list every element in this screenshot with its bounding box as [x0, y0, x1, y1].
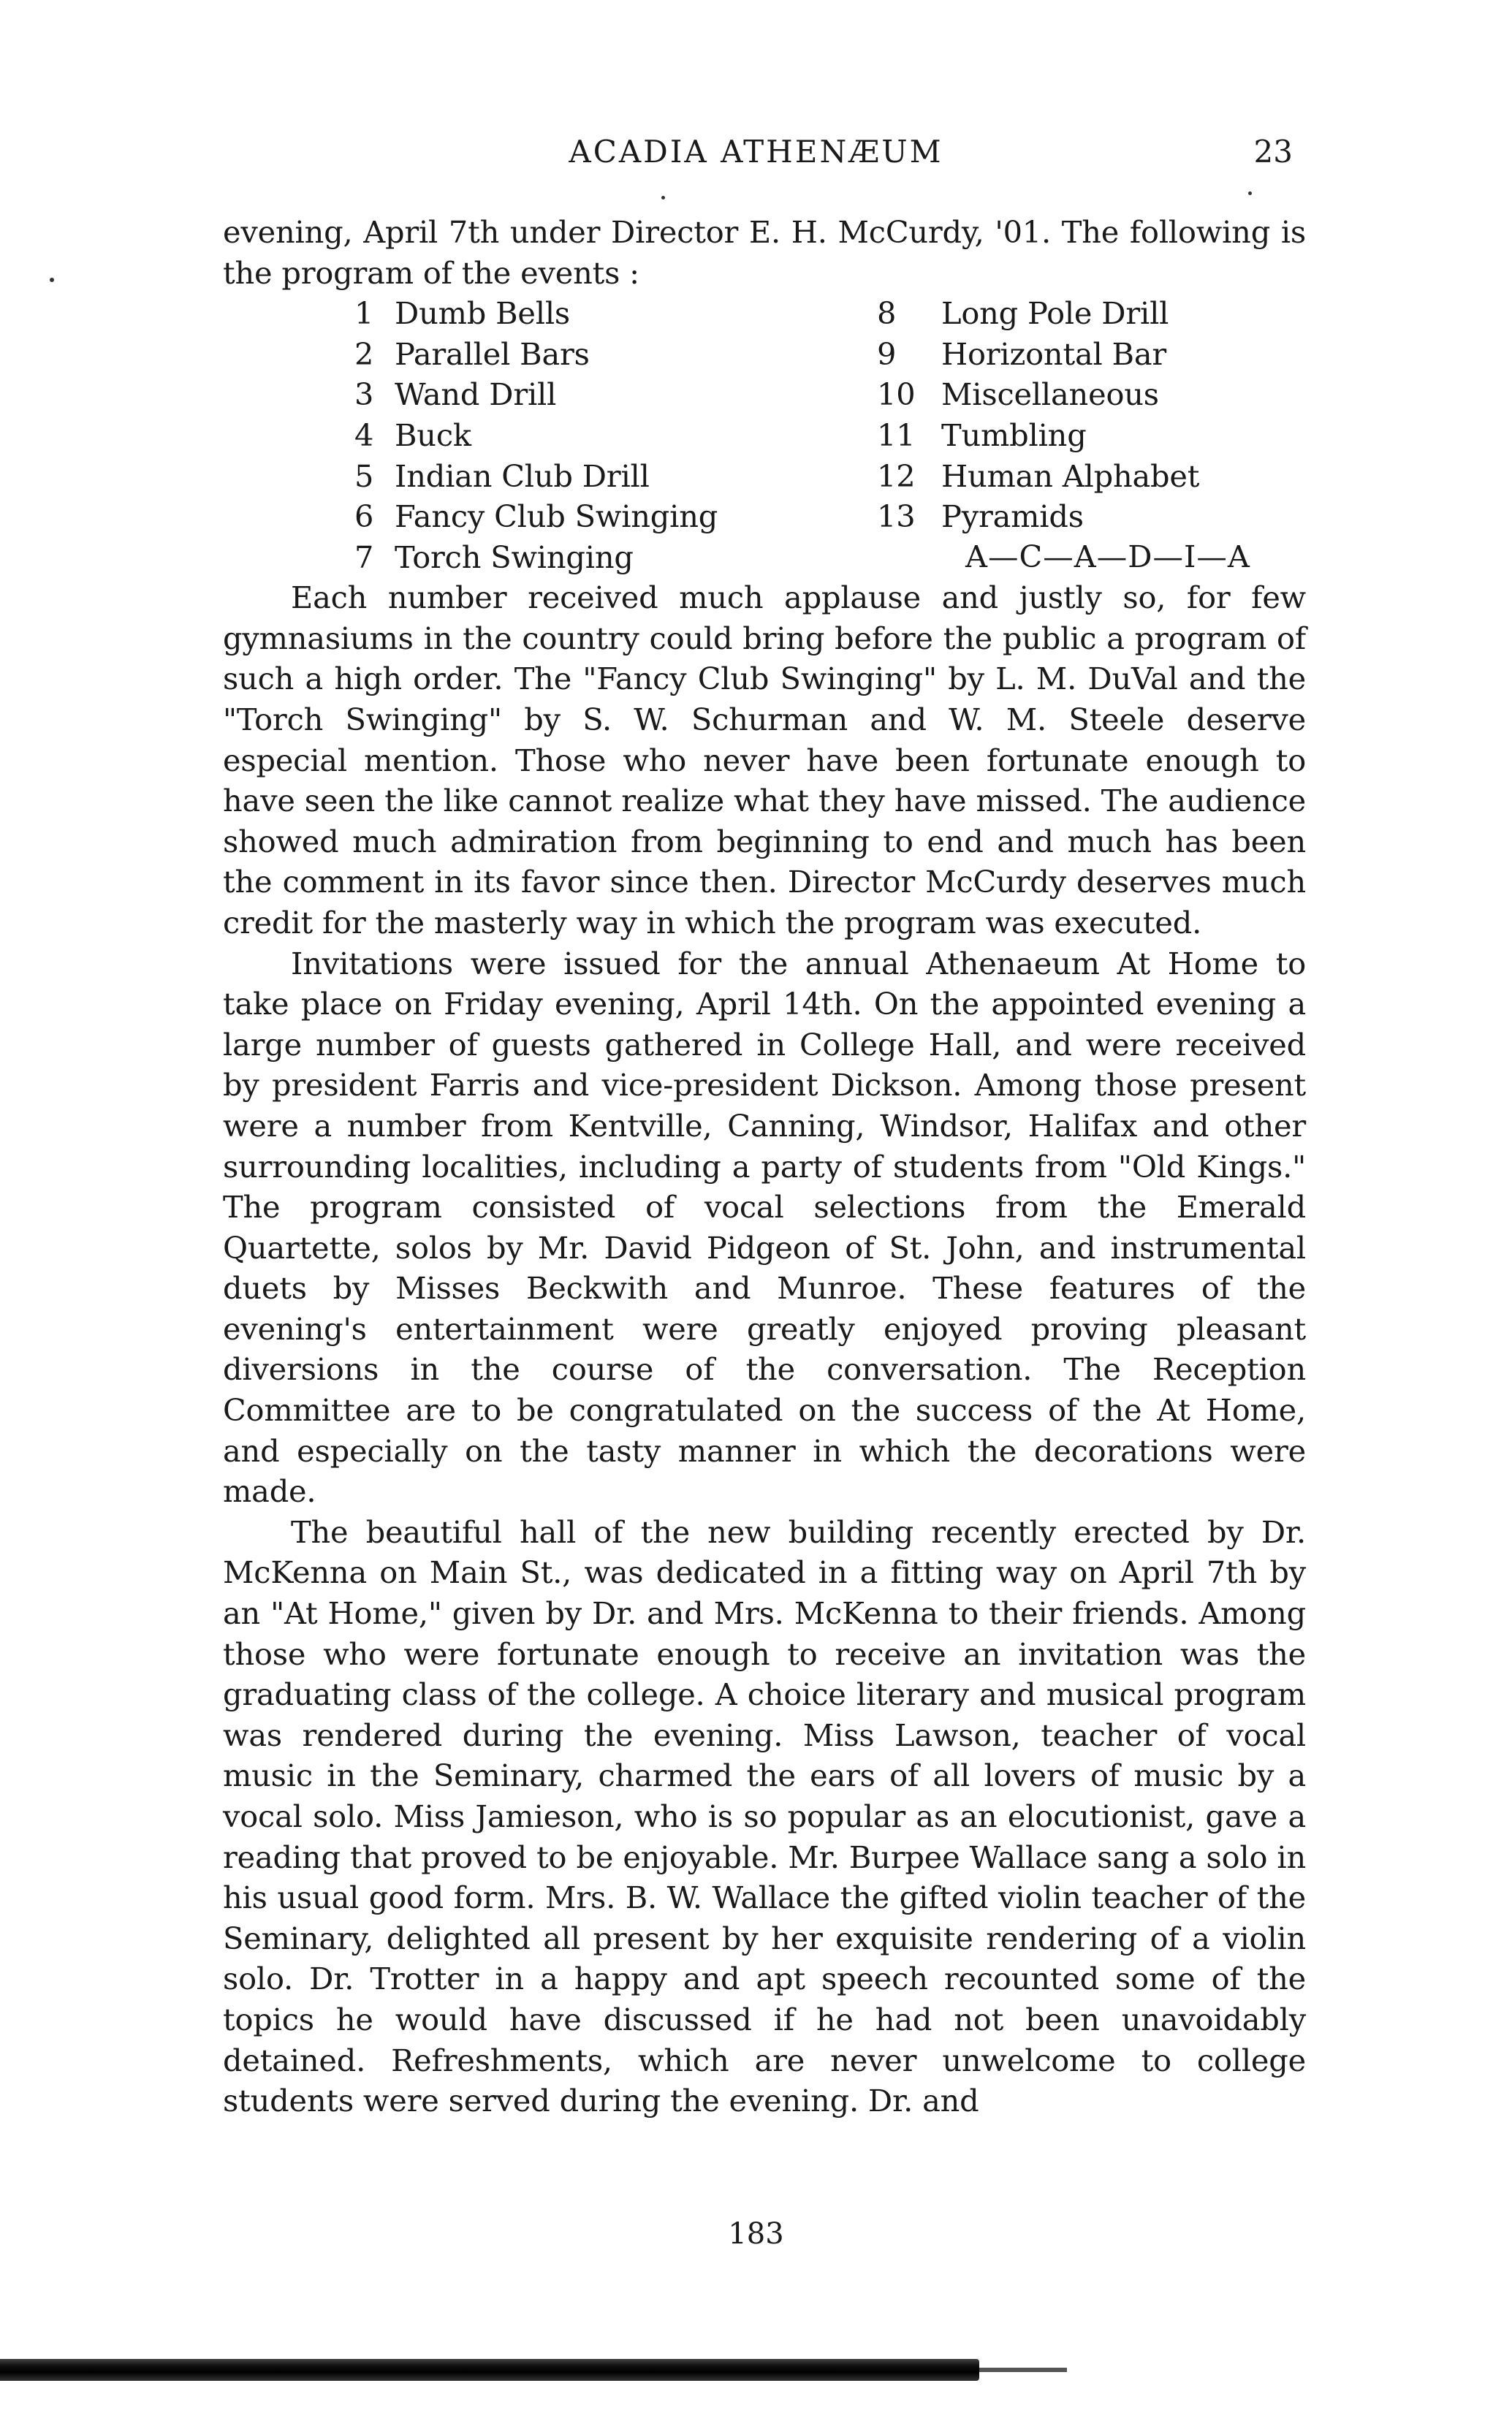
program-item-number: 13	[877, 498, 916, 535]
program-item	[354, 374, 718, 415]
program-item-label: Wand Drill	[395, 376, 557, 413]
running-head-title: ACADIA ATHENÆUM	[569, 134, 943, 170]
paragraph-mckenna-hall: The beautiful hall of the new building recently erected by Dr. McKenna on Main St., was dedicated in a fitting way on April 7th by an "At Home," given by Dr. and Mrs. McKenna to their friends. Among those who were fortunate enough to receive an invitation was the graduating class of the college. A choice literary and musical program was rendered during the evening. Miss Lawson, teacher of vocal music in the Seminary, charmed the ears of all lovers of music by a vocal solo. Miss Jamieson, who is so popular as an elocutionist, gave a reading that proved to be enjoyable. Mr. Burpee Wallace sang a solo in his usual good form. Mrs. B. W. Wallace the gifted violin teacher of the Seminary, delighted all present by her exquisite rendering of a violin solo. Dr. Trotter in a happy and apt speech recounted some of the topics he would have discussed if he had not been unavoidably detained. Refreshments, which are never unwelcome to college students were served during the evening. Dr. and	[223, 1513, 1306, 2119]
program-item	[877, 456, 1199, 497]
program-item-label: Dumb Bells	[395, 295, 571, 332]
program-item-number: 7	[354, 539, 374, 575]
paragraph-program-review: Each number received much applause and justly so, for few gymnasiums in the country could bring before the public a program of such a high order. The "Fancy Club Swinging" by L. M. DuVal and the "Torch Swinging" by S. W. Schurman and W. M. Steele deserve especial mention. Those who never have been fortunate enough to have seen the like cannot realize what they have missed. The audience showed much admiration from beginning to end and much has been the comment in its favor since then. Director McCurdy deserves much credit for the masterly way in which the program was executed.	[223, 580, 1306, 940]
program-item-number: 6	[354, 498, 374, 535]
program-item-number: 9	[877, 335, 897, 372]
program-item-label: Fancy Club Swinging	[395, 498, 718, 535]
program-item	[877, 334, 1199, 375]
paragraph-at-home: Invitations were issued for the annual Athenaeum At Home to take place on Friday evening, April 14th. On the appointed evening a large number of guests gathered in College Hall, and were received by president Farris and vice-president Dickson. Among those present were a number from Kentville, Canning, Windsor, Halifax and other surrounding localities, including a party of students from "Old Kings." The program consisted of vocal selections from the Emerald Quartette, solos by Mr. David Pidgeon of St. John, and instrumental duets by Misses Beckwith and Munroe. These features of the evening's entertainment were greatly enjoyed proving pleasant diversions in the course of the conversation. The Reception Committee are to be congratulated on the success of the At Home, and especially on the tasty manner in which the decorations were made.	[223, 945, 1306, 1510]
program-item-number: 4	[354, 417, 374, 453]
program-list	[223, 293, 1306, 577]
program-item	[354, 334, 718, 375]
intro-paragraph: evening, April 7th under Director E. H. McCurdy, '01. The following is the program of the events :	[223, 214, 1306, 291]
program-item-label: Human Alphabet	[941, 457, 1200, 494]
program-item-number: 1	[354, 295, 374, 332]
scan-speck	[1248, 191, 1252, 195]
program-item-label: Tumbling	[941, 417, 1087, 453]
program-item	[877, 293, 1199, 334]
program-item-number: 10	[877, 376, 916, 413]
scan-speck	[661, 196, 665, 200]
program-item-number: 12	[877, 457, 916, 494]
scan-edge-bar	[0, 2359, 979, 2381]
program-item-label: Indian Club Drill	[395, 457, 650, 494]
program-closing-acadia: A—C—A—D—I—A	[965, 539, 1250, 575]
scan-speck	[50, 278, 54, 282]
program-item	[877, 496, 1199, 537]
program-item-label: Miscellaneous	[941, 376, 1159, 413]
program-item-label: Horizontal Bar	[941, 335, 1167, 372]
program-item	[354, 415, 718, 456]
program-item	[354, 537, 718, 578]
program-item	[354, 293, 718, 334]
scan-edge-tail	[979, 2368, 1067, 2372]
page-number: 183	[728, 2217, 784, 2251]
program-item-number: 3	[354, 376, 374, 413]
running-head-page-ref: 23	[1253, 134, 1293, 170]
program-column-left	[354, 293, 718, 577]
program-item-label: Long Pole Drill	[941, 295, 1169, 332]
program-item-label: Parallel Bars	[395, 335, 590, 372]
program-item-number: 2	[354, 335, 374, 372]
program-item	[877, 415, 1199, 456]
program-item-label: Buck	[395, 417, 471, 453]
program-item	[877, 374, 1199, 415]
program-item-label: Pyramids	[941, 498, 1084, 535]
program-item-number: 11	[877, 417, 916, 453]
program-item-number: 5	[354, 457, 374, 494]
program-item-label: Torch Swinging	[395, 539, 634, 575]
page-body	[223, 212, 1306, 2121]
program-item-number: 8	[877, 295, 897, 332]
program-item	[354, 496, 718, 537]
program-column-right	[877, 293, 1199, 537]
running-head	[0, 130, 1512, 174]
program-item	[354, 456, 718, 497]
